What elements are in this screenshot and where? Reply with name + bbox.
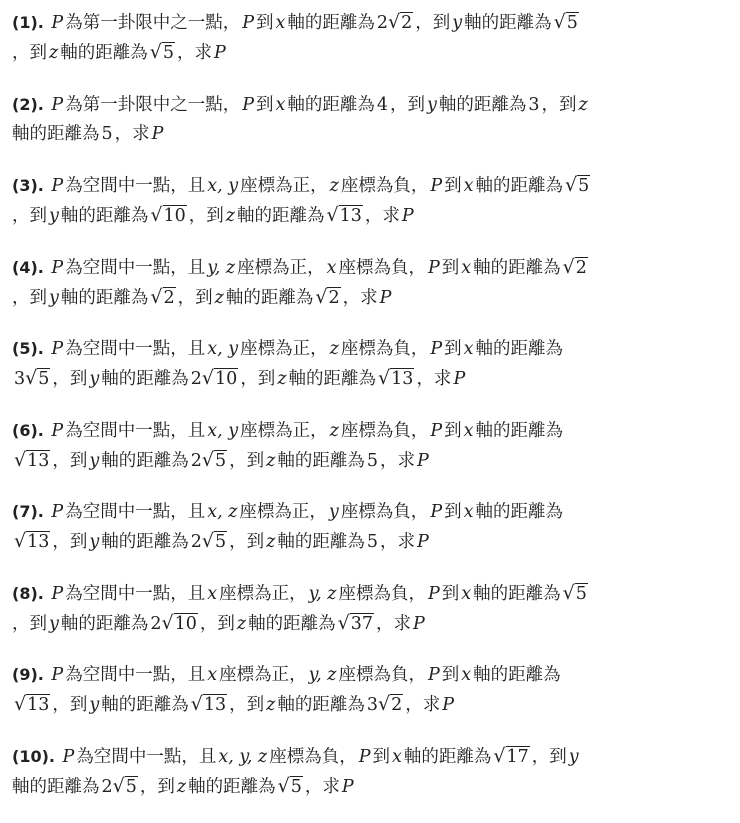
problem-text: 到 [373, 747, 391, 767]
problem-text: 為空間中一點，且 [76, 747, 216, 767]
math-sqrt [561, 253, 590, 283]
problem-item [12, 253, 740, 335]
problem-text: 軸的距離為 [289, 369, 377, 389]
problem-text: 座標為負， [339, 665, 427, 685]
problem-text: ，到 [542, 95, 577, 115]
math-variable: y [87, 369, 101, 389]
sqrt-radicand: 13 [26, 531, 50, 552]
problem-text: ，到 [140, 777, 175, 797]
problem-line [12, 416, 740, 446]
problem-line [12, 120, 740, 149]
problem-text: 座標為負， [341, 502, 429, 522]
math-variable: x [273, 13, 287, 33]
math-variable: x [273, 95, 287, 115]
problem-text: 座標為正， [239, 502, 327, 522]
sqrt-radicand: 13 [26, 694, 50, 715]
math-variable: z [328, 339, 341, 359]
radical-sign-icon: √ [554, 11, 566, 33]
sqrt-radicand: 5 [162, 42, 175, 63]
math-variable: P [150, 124, 166, 144]
math-variable: P [49, 339, 65, 359]
radical-sign-icon: √ [327, 204, 339, 226]
math-variable: y [567, 747, 581, 767]
problem-text: ，求 [380, 451, 415, 471]
sqrt-radicand: 5 [125, 776, 138, 797]
radical-sign-icon: √ [493, 745, 505, 767]
radical-sign-icon: √ [113, 775, 125, 797]
math-number: 4 [375, 95, 390, 115]
problem-text: 到 [444, 502, 462, 522]
problem-text: 到 [444, 176, 462, 196]
problem-text: 座標為正， [240, 176, 328, 196]
math-variable: P [411, 614, 427, 634]
radical-sign-icon: √ [202, 367, 214, 389]
math-variable: z [577, 95, 590, 115]
problem-text: 軸的距離為 [464, 13, 552, 33]
sqrt-radicand: 5 [214, 531, 227, 552]
sqrt-coefficient: 3 [367, 695, 378, 715]
problem-text: 到 [442, 584, 460, 604]
problem-text: ，求 [305, 777, 340, 797]
problem-text: 到 [256, 13, 274, 33]
math-variable: x, y [205, 421, 240, 441]
math-variable: z [224, 206, 237, 226]
problem-number: (9). [12, 665, 44, 684]
radical-sign-icon: √ [202, 530, 214, 552]
radical-sign-icon: √ [563, 582, 575, 604]
sqrt-coefficient: 3 [14, 369, 25, 389]
math-variable: P [415, 451, 431, 471]
problem-line [12, 772, 740, 802]
problem-text: 座標為正， [219, 584, 307, 604]
math-variable: x [325, 258, 339, 278]
math-variable: x, z [205, 502, 239, 522]
radical-sign-icon: √ [191, 693, 203, 715]
problem-number: (5). [12, 339, 44, 358]
problem-line [12, 609, 740, 639]
math-variable: z [275, 369, 288, 389]
problem-text: 座標為負， [269, 747, 357, 767]
problem-item [12, 742, 740, 823]
problem-text: ，到 [189, 206, 224, 226]
math-variable: y [425, 95, 439, 115]
sqrt-radicand: 13 [390, 368, 414, 389]
radical-sign-icon: √ [378, 693, 390, 715]
problem-text: 為空間中一點，且 [65, 339, 205, 359]
radical-sign-icon: √ [388, 11, 400, 33]
problem-text: 為空間中一點，且 [65, 176, 205, 196]
math-variable: x [205, 584, 219, 604]
problem-text: 座標為正， [237, 258, 325, 278]
problem-text: 軸的距離為 [60, 43, 148, 63]
radical-sign-icon: √ [315, 286, 327, 308]
sqrt-radicand: 2 [163, 287, 176, 308]
problem-line [12, 690, 740, 720]
problem-text: 座標為正， [240, 339, 328, 359]
problem-text: 軸的距離為 [101, 695, 189, 715]
problem-text: ，到 [390, 95, 425, 115]
sqrt-coefficient: 2 [191, 369, 202, 389]
radical-sign-icon: √ [563, 256, 575, 278]
math-variable: z [264, 695, 277, 715]
radical-sign-icon: √ [162, 612, 174, 634]
math-sqrt [491, 742, 531, 772]
problem-text: 軸的距離為 [101, 451, 189, 471]
problem-item [12, 660, 740, 742]
math-number: 5 [365, 451, 380, 471]
problem-text: ，到 [52, 369, 87, 389]
problem-text: 軸的距離為 [277, 451, 365, 471]
problem-text: 為空間中一點，且 [65, 421, 205, 441]
problem-line [12, 660, 740, 690]
problem-text: ，求 [343, 288, 378, 308]
math-sqrt [148, 283, 177, 313]
problem-text: ，到 [12, 614, 47, 634]
problem-number: (1). [12, 13, 44, 32]
problem-text: 為空間中一點，且 [65, 665, 205, 685]
sqrt-coefficient: 2 [191, 532, 202, 552]
math-variable: P [426, 258, 442, 278]
problem-line [12, 497, 740, 527]
problem-text: 座標為正， [240, 421, 328, 441]
math-variable: P [340, 777, 356, 797]
sqrt-radicand: 5 [566, 12, 579, 33]
problem-item [12, 334, 740, 416]
problem-item [12, 171, 740, 253]
problem-text: 座標為負， [339, 584, 427, 604]
math-variable: P [357, 747, 373, 767]
problem-text: ，到 [240, 369, 275, 389]
math-variable: P [49, 665, 65, 685]
math-variable: P [428, 176, 444, 196]
problem-line [12, 742, 740, 772]
math-variable: y [450, 13, 464, 33]
radical-sign-icon: √ [14, 693, 26, 715]
math-number: 3 [526, 95, 541, 115]
math-variable: P [426, 665, 442, 685]
problem-text: 為空間中一點，且 [65, 502, 205, 522]
problem-line [12, 446, 740, 476]
math-sqrt [12, 364, 52, 394]
problem-number: (4). [12, 258, 44, 277]
problem-line [12, 171, 740, 201]
math-variable: x [459, 665, 473, 685]
problem-line [12, 527, 740, 557]
math-variable: x [459, 584, 473, 604]
math-variable: P [49, 502, 65, 522]
math-variable: P [428, 502, 444, 522]
problem-item [12, 497, 740, 579]
problem-text: ，到 [12, 43, 47, 63]
sqrt-radicand: 5 [577, 175, 590, 196]
math-variable: P [49, 584, 65, 604]
problem-text: ，求 [376, 614, 411, 634]
problem-line [12, 90, 740, 120]
math-variable: P [61, 747, 77, 767]
math-variable: z [328, 176, 341, 196]
problem-text: ，求 [416, 369, 451, 389]
math-variable: z [47, 43, 60, 63]
math-variable: P [451, 369, 467, 389]
math-variable: y [47, 288, 61, 308]
problem-text: 到 [256, 95, 274, 115]
radical-sign-icon: √ [278, 775, 290, 797]
math-variable: P [426, 584, 442, 604]
math-variable: P [428, 339, 444, 359]
radical-sign-icon: √ [14, 530, 26, 552]
problem-text: 到 [442, 258, 460, 278]
problem-text: ，到 [12, 288, 47, 308]
problem-text: 軸的距離為 [475, 176, 563, 196]
problem-text: 軸的距離為 [226, 288, 314, 308]
problem-line [12, 283, 740, 313]
problem-text: ，到 [200, 614, 235, 634]
math-variable: x, y [205, 176, 240, 196]
problem-text: ，到 [229, 451, 264, 471]
problem-text: 軸的距離為 [473, 665, 561, 685]
problem-text: ，到 [52, 532, 87, 552]
sqrt-radicand: 5 [290, 776, 303, 797]
problem-text: 軸的距離為 [404, 747, 492, 767]
math-variable: x [462, 421, 476, 441]
sqrt-radicand: 2 [327, 287, 340, 308]
math-variable: P [378, 288, 394, 308]
sqrt-radicand: 5 [37, 368, 50, 389]
problem-text: 為第一卦限中之一點， [65, 95, 240, 115]
sqrt-radicand: 10 [214, 368, 238, 389]
problem-text: 軸的距離為 [188, 777, 276, 797]
problem-text: 軸的距離為 [12, 777, 100, 797]
radical-sign-icon: √ [565, 174, 577, 196]
problem-text: 軸的距離為 [277, 695, 365, 715]
problem-line [12, 8, 740, 38]
problem-line [12, 579, 740, 609]
problem-text: 座標為負， [341, 421, 429, 441]
sqrt-coefficient: 2 [150, 614, 161, 634]
math-sqrt [12, 690, 52, 720]
math-sqrt [325, 201, 365, 231]
math-variable: z [264, 532, 277, 552]
math-variable: z [235, 614, 248, 634]
problem-text: ，求 [405, 695, 440, 715]
math-variable: z [328, 421, 341, 441]
sqrt-coefficient: 2 [377, 13, 388, 33]
sqrt-radicand: 5 [214, 450, 227, 471]
problem-line [12, 253, 740, 283]
math-variable: y [327, 502, 341, 522]
radical-sign-icon: √ [14, 449, 26, 471]
problem-number: (2). [12, 95, 44, 114]
problem-text: 軸的距離為 [277, 532, 365, 552]
math-variable: P [415, 532, 431, 552]
math-sqrt [375, 8, 415, 38]
radical-sign-icon: √ [202, 449, 214, 471]
problem-text: 軸的距離為 [101, 369, 189, 389]
problem-text: 到 [442, 665, 460, 685]
math-sqrt [552, 8, 581, 38]
problem-line [12, 364, 740, 394]
problem-number: (6). [12, 421, 44, 440]
math-variable: x, y, z [216, 747, 269, 767]
sqrt-coefficient: 2 [191, 451, 202, 471]
problem-text: 軸的距離為 [473, 258, 561, 278]
problem-text: 軸的距離為 [61, 288, 149, 308]
math-sqrt [336, 609, 376, 639]
problem-number: (8). [12, 584, 44, 603]
radical-sign-icon: √ [150, 41, 162, 63]
problem-text: 軸的距離為 [61, 206, 149, 226]
problem-text: 為第一卦限中之一點， [65, 13, 240, 33]
math-variable: P [49, 176, 65, 196]
math-sqrt [189, 446, 229, 476]
sqrt-radicand: 5 [575, 583, 588, 604]
problem-text: 到 [444, 421, 462, 441]
math-variable: P [440, 695, 456, 715]
math-variable: P [212, 43, 228, 63]
problem-number: (7). [12, 502, 44, 521]
sqrt-radicand: 37 [350, 613, 374, 634]
sqrt-radicand: 13 [203, 694, 227, 715]
problem-text: ，到 [52, 695, 87, 715]
problem-number: (10). [12, 747, 55, 766]
problem-number: (3). [12, 176, 44, 195]
math-number: 5 [365, 532, 380, 552]
math-variable: x [459, 258, 473, 278]
math-sqrt [100, 772, 140, 802]
math-variable: y [87, 532, 101, 552]
math-variable: P [428, 421, 444, 441]
math-variable: z [175, 777, 188, 797]
problem-text: ，到 [52, 451, 87, 471]
problem-text: ，求 [380, 532, 415, 552]
math-sqrt [276, 772, 305, 802]
sqrt-radicand: 17 [506, 746, 530, 767]
sqrt-radicand: 10 [163, 205, 187, 226]
radical-sign-icon: √ [150, 204, 162, 226]
math-sqrt [12, 446, 52, 476]
problem-text: 座標為負， [339, 258, 427, 278]
math-sqrt [313, 283, 342, 313]
math-number: 5 [100, 124, 115, 144]
problem-text: 到 [444, 339, 462, 359]
radical-sign-icon: √ [150, 286, 162, 308]
math-sqrt [561, 579, 590, 609]
problem-item [12, 8, 740, 90]
math-variable: y, z [307, 584, 339, 604]
problem-text: ，到 [532, 747, 567, 767]
math-variable: x [462, 176, 476, 196]
sqrt-radicand: 2 [575, 257, 588, 278]
problem-text: ，到 [12, 206, 47, 226]
sqrt-radicand: 2 [400, 12, 413, 33]
radical-sign-icon: √ [378, 367, 390, 389]
problem-item [12, 90, 740, 172]
math-variable: P [49, 421, 65, 441]
math-variable: x, y [205, 339, 240, 359]
problem-text: 軸的距離為 [287, 13, 375, 33]
problem-text: 軸的距離為 [248, 614, 336, 634]
problem-text: ，到 [229, 695, 264, 715]
sqrt-radicand: 10 [174, 613, 198, 634]
problem-text: ，到 [178, 288, 213, 308]
math-sqrt [365, 690, 405, 720]
problem-line [12, 334, 740, 364]
problem-text: ，求 [365, 206, 400, 226]
math-variable: x [462, 339, 476, 359]
math-variable: y [87, 695, 101, 715]
math-variable: y, z [307, 665, 339, 685]
problem-text: ，到 [415, 13, 450, 33]
problem-item [12, 416, 740, 498]
math-variable: x [390, 747, 404, 767]
problem-text: 軸的距離為 [475, 421, 563, 441]
math-sqrt [189, 364, 241, 394]
math-sqrt [148, 609, 200, 639]
math-variable: P [49, 95, 65, 115]
problem-text: 軸的距離為 [12, 124, 100, 144]
problem-text: 軸的距離為 [101, 532, 189, 552]
math-variable: P [400, 206, 416, 226]
math-variable: y, z [205, 258, 237, 278]
math-variable: P [240, 13, 256, 33]
problem-text: ，到 [229, 532, 264, 552]
problem-line [12, 38, 740, 68]
sqrt-radicand: 2 [390, 694, 403, 715]
math-variable: y [47, 614, 61, 634]
problem-text: 為空間中一點，且 [65, 258, 205, 278]
problem-text: 軸的距離為 [473, 584, 561, 604]
problem-text: 軸的距離為 [61, 614, 149, 634]
math-sqrt [189, 527, 229, 557]
math-variable: z [264, 451, 277, 471]
problem-text: 軸的距離為 [475, 339, 563, 359]
sqrt-coefficient: 2 [102, 777, 113, 797]
math-sqrt [189, 690, 229, 720]
math-sqrt [148, 38, 177, 68]
problem-text: 軸的距離為 [237, 206, 325, 226]
radical-sign-icon: √ [25, 367, 37, 389]
math-variable: x [462, 502, 476, 522]
math-variable: P [49, 258, 65, 278]
problem-item [12, 579, 740, 661]
problem-text: 座標為負， [341, 176, 429, 196]
problem-text: ，求 [115, 124, 150, 144]
problem-text: 為空間中一點，且 [65, 584, 205, 604]
math-sqrt [563, 171, 592, 201]
problem-text: ，求 [177, 43, 212, 63]
math-sqrt [148, 201, 188, 231]
problem-text: 軸的距離為 [287, 95, 375, 115]
sqrt-radicand: 13 [339, 205, 363, 226]
problem-line [12, 201, 740, 231]
math-variable: z [213, 288, 226, 308]
math-variable: P [49, 13, 65, 33]
math-sqrt [12, 527, 52, 557]
math-variable: P [240, 95, 256, 115]
math-sqrt [376, 364, 416, 394]
radical-sign-icon: √ [338, 612, 350, 634]
sqrt-radicand: 13 [26, 450, 50, 471]
math-variable: y [87, 451, 101, 471]
problem-text: 軸的距離為 [439, 95, 527, 115]
problem-text: 座標為正， [219, 665, 307, 685]
problem-text: 軸的距離為 [475, 502, 563, 522]
math-variable: x [205, 665, 219, 685]
math-variable: y [47, 206, 61, 226]
problem-text: 座標為負， [341, 339, 429, 359]
